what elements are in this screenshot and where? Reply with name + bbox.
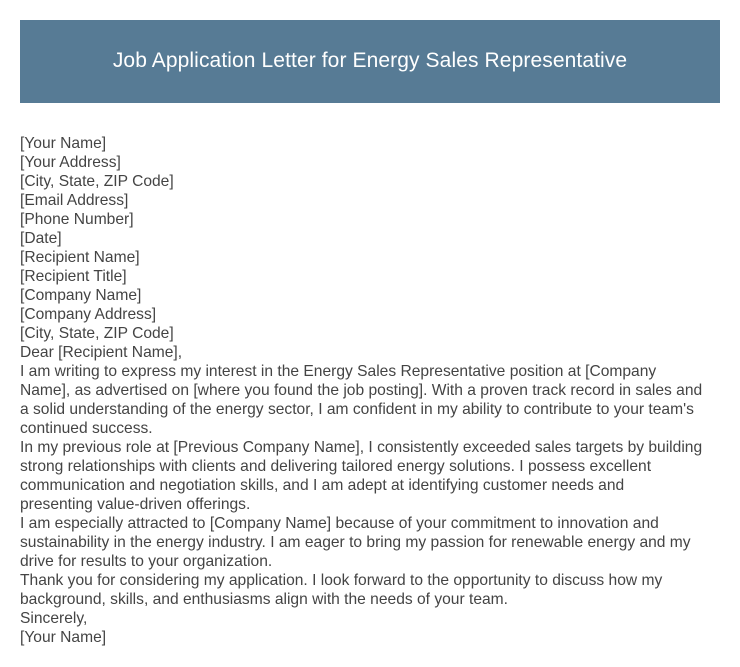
paragraph-line: sustainability in the energy industry. I am eager to bring my passion for renewable energy and my — [20, 534, 691, 551]
paragraph-line: I am especially attracted to [Company Name] because of your commitment to innovation and — [20, 515, 659, 532]
paragraph-line: In my previous role at [Previous Company Name], I consistently exceeded sales targets by building — [20, 439, 703, 456]
recipient-company-address: [Company Address] — [20, 306, 157, 323]
sender-block — [20, 134, 720, 248]
paragraph-line: communication and negotiation skills, and I am adept at identifying customer needs and — [20, 477, 625, 494]
page-title: Job Application Letter for Energy Sales Representative — [112, 48, 628, 72]
complimentary-close: Sincerely, — [20, 610, 88, 627]
sender-name: [Your Name] — [20, 135, 107, 152]
recipient-city-state-zip: [City, State, ZIP Code] — [20, 325, 174, 342]
sender-phone: [Phone Number] — [20, 211, 134, 228]
paragraph-experience — [20, 438, 720, 514]
signature-name: [Your Name] — [20, 629, 107, 646]
paragraph-line: continued success. — [20, 420, 153, 437]
recipient-title: [Recipient Title] — [20, 268, 127, 285]
paragraph-motivation — [20, 514, 720, 571]
salutation: Dear [Recipient Name], — [20, 344, 183, 361]
paragraph-line: Thank you for considering my application. I look forward to the opportunity to discuss how my — [20, 572, 663, 589]
sender-email: [Email Address] — [20, 192, 129, 209]
letter-body — [20, 134, 720, 647]
title-banner — [20, 20, 720, 103]
paragraph-line: a solid understanding of the energy sector, I am confident in my ability to contribute to your team's — [20, 401, 694, 418]
recipient-block — [20, 248, 720, 343]
paragraph-intro — [20, 362, 720, 438]
paragraph-closing — [20, 571, 720, 609]
paragraph-line: strong relationships with clients and delivering tailored energy solutions. I possess excellent — [20, 458, 652, 475]
sender-city-state-zip: [City, State, ZIP Code] — [20, 173, 174, 190]
recipient-name: [Recipient Name] — [20, 249, 140, 266]
paragraph-line: I am writing to express my interest in the Energy Sales Representative position at [Company — [20, 363, 657, 380]
paragraph-line: presenting value-driven offerings. — [20, 496, 251, 513]
paragraph-line: background, skills, and enthusiasms align with the needs of your team. — [20, 591, 509, 608]
recipient-company: [Company Name] — [20, 287, 142, 304]
paragraph-line: drive for results to your organization. — [20, 553, 273, 570]
paragraph-line: Name], as advertised on [where you found the job posting]. With a proven track record in sales and — [20, 382, 703, 399]
letter-date: [Date] — [20, 230, 62, 247]
sender-address: [Your Address] — [20, 154, 121, 171]
